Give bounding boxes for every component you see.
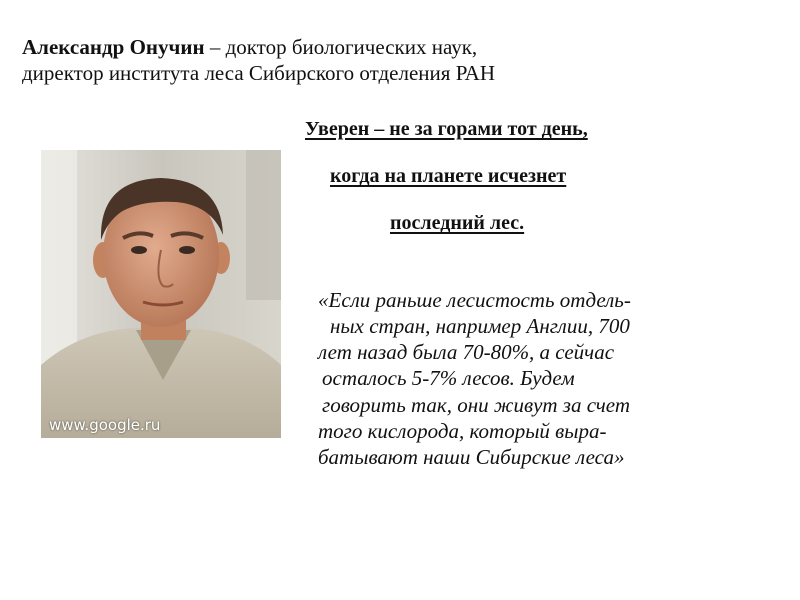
quote-line-4: осталось 5-7% лесов. Будем [322, 366, 575, 390]
author-header [22, 34, 495, 86]
quote-line-2: ных стран, например Англии, 700 [330, 314, 630, 338]
quote-line-1: «Если раньше лесистость отдель- [318, 288, 631, 312]
portrait-illustration [41, 150, 281, 438]
quote-line-5: говорить так, они живут за счет [322, 393, 631, 417]
author-name: Александр Онучин [22, 35, 205, 59]
quote-line-7: батывают наши Сибирские леса» [318, 445, 625, 469]
author-degree: – доктор биологических наук, [204, 35, 478, 59]
quote-line-3: лет назад была 70-80%, а сейчас [318, 340, 615, 364]
author-position: директор института леса Сибирского отделения РАН [22, 61, 496, 85]
headline-line-1: Уверен – не за горами тот день, [305, 118, 588, 140]
headline-line-3: последний лес. [390, 212, 525, 234]
portrait-photo [41, 150, 281, 438]
quote-line-6: того кислорода, который выра- [318, 419, 607, 443]
photo-watermark: www.google.ru [49, 416, 161, 434]
headline-line-2: когда на планете исчезнет [330, 165, 567, 187]
